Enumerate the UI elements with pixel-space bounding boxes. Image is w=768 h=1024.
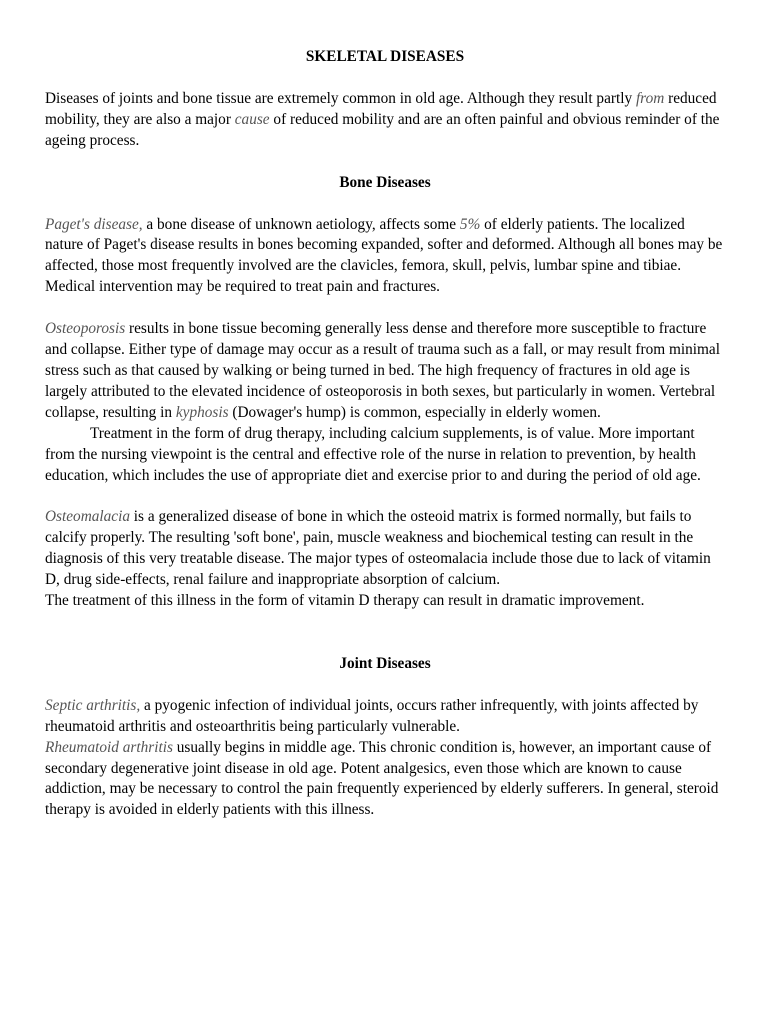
spacer (45, 194, 725, 215)
spacer (45, 612, 725, 654)
paget-percentage: 5% (459, 215, 481, 233)
kyphosis-term: kyphosis (175, 403, 229, 421)
osteoporosis-text-2: (Dowager's hump) is common, especially in elderly women. (228, 403, 601, 421)
osteomalacia-paragraph (45, 507, 725, 591)
rheumatoid-arthritis-paragraph (45, 738, 725, 822)
osteoporosis-paragraph (45, 319, 725, 424)
intro-text-3: of reduced mobility and are an often painful and obvious reminder of the ageing process. (45, 110, 720, 149)
septic-arthritis-paragraph (45, 696, 725, 738)
paget-text-1: a bone disease of unknown aetiology, affects some (142, 215, 460, 233)
spacer (45, 152, 725, 173)
paget-text-2: of elderly patients. The localized nature of Paget's disease results in bones becoming expanded, softer and deformed. Although all bones may be affected, those most frequently involved are the clavicles, femora, skull, pelvis, lumbar spine and tibiae. Medical intervention may be required to treat pain and fractures. (45, 215, 723, 296)
bone-diseases-heading: Bone Diseases (339, 173, 431, 191)
intro-emphasis-from: from (635, 89, 665, 107)
osteomalacia-term: Osteomalacia (45, 508, 130, 526)
rheumatoid-arthritis-term: Rheumatoid arthritis (45, 738, 173, 756)
paget-term: Paget's disease, (45, 215, 143, 233)
osteomalacia-treatment-paragraph: The treatment of this illness in the form of vitamin D therapy can result in dramatic improvement. (45, 592, 645, 610)
intro-text-2: reduced mobility, they are also a major (45, 89, 717, 128)
spacer (45, 675, 725, 696)
intro-emphasis-cause: cause (234, 110, 270, 128)
joint-diseases-heading: Joint Diseases (339, 654, 431, 672)
osteomalacia-text-1: is a generalized disease of bone in which the osteoid matrix is formed normally, but fails to calcify properly. The resulting 'soft bone', pain, muscle weakness and biochemical testing can result in the diagnosis of this very treatable disease. The major types of osteomalacia include those due to lack of vitamin D, drug side-effects, renal failure and inappropriate absorption of calcium. (45, 508, 711, 589)
rheumatoid-arthritis-text: usually begins in middle age. This chronic condition is, however, an important cause of secondary degenerative joint disease in old age. Potent analgesics, even those which are known to cause addiction, may be necessary to control the pain frequently experienced by elderly sufferers. In general, steroid therapy is avoided in elderly patients with this illness. (45, 738, 719, 819)
osteoporosis-treatment-paragraph: Treatment in the form of drug therapy, including calcium supplements, is of value. More important from the nursing viewpoint is the central and effective role of the nurse in relation to prevention, by health education, which includes the use of appropriate diet and exercise prior to and during the period of old age. (45, 424, 701, 484)
septic-arthritis-text: a pyogenic infection of individual joints, occurs rather infrequently, with joints affected by rheumatoid arthritis and osteoarthritis being particularly vulnerable. (45, 696, 699, 735)
osteoporosis-text-1: results in bone tissue becoming generally less dense and therefore more susceptible to fracture and collapse. Either type of damage may occur as a result of trauma such as a fall, or may result from minimal stress such as that caused by walking or being turned in bed. The high frequency of fractures in old age is largely attributed to the elevated incidence of osteoporosis in both sexes, but particularly in women. Vertebral collapse, resulting in (45, 320, 720, 421)
spacer (45, 486, 725, 507)
document-body (45, 47, 725, 821)
septic-arthritis-term: Septic arthritis, (45, 696, 141, 714)
osteoporosis-term: Osteoporosis (45, 320, 126, 338)
document-title: SKELETAL DISEASES (305, 48, 465, 65)
paget-paragraph (45, 215, 725, 299)
intro-text-1: Diseases of joints and bone tissue are extremely common in old age. Although they result partly (45, 89, 636, 107)
spacer (45, 298, 725, 319)
intro-paragraph (45, 89, 725, 152)
